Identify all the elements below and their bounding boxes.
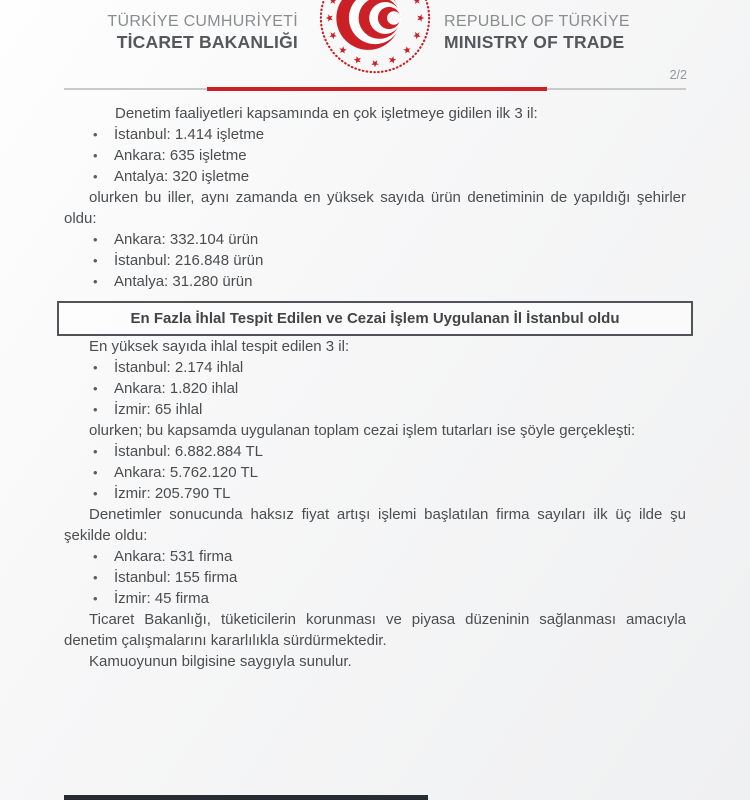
list-penalty-amounts: [64, 441, 686, 504]
list-item: • Ankara: 531 firma: [64, 546, 686, 567]
list-item: • Antalya: 31.280 ürün: [64, 271, 686, 292]
document-body: [64, 103, 686, 672]
list-item: • İzmir: 65 ihlal: [64, 399, 686, 420]
list-item: • İstanbul: 216.848 ürün: [64, 250, 686, 271]
header-title-english: [444, 12, 694, 52]
list-top-cities-businesses: [64, 124, 686, 187]
header-divider: [64, 87, 686, 91]
ministry-name-en: MINISTRY OF TRADE: [444, 32, 625, 52]
paragraph-penalties-intro: olurken; bu kapsamda uygulanan toplam cezai işlem tutarları ise şöyle gerçekleşti:: [89, 422, 636, 439]
list-item: • İzmir: 45 firma: [64, 588, 686, 609]
list-firms: [64, 546, 686, 609]
list-item: • Ankara: 332.104 ürün: [64, 229, 686, 250]
header-title-turkish: [48, 12, 298, 52]
paragraph-top-cities-intro: Denetim faaliyetleri kapsamında en çok işletmeye gidilen ilk 3 il:: [115, 105, 538, 122]
list-product-inspections: [64, 229, 686, 292]
ministry-of-trade-logo-icon: [317, 0, 433, 76]
list-item: • Antalya: 320 işletme: [64, 166, 686, 187]
list-item: • Ankara: 1.820 ihlal: [64, 378, 686, 399]
page-number: 2/2: [669, 68, 687, 82]
paragraph-unfair-price-intro: Denetimler sonucunda haksız fiyat artışı işlemi başlatılan firma sayıları ilk üç ilde şu şekilde oldu:: [64, 506, 686, 544]
divider-red-accent: [207, 87, 547, 91]
footer-bar: [64, 795, 428, 800]
republic-name-tr: TÜRKİYE CUMHURİYETİ: [107, 13, 298, 30]
emblem-svg: [317, 0, 433, 76]
republic-name-en: REPUBLIC OF TÜRKİYE: [444, 13, 630, 30]
section-headline-box: En Fazla İhlal Tespit Edilen ve Cezai İşlem Uygulanan İl İstanbul oldu: [57, 301, 693, 336]
list-item: • İstanbul: 155 firma: [64, 567, 686, 588]
list-item: • İzmir: 205.790 TL: [64, 483, 686, 504]
list-item: • İstanbul: 6.882.884 TL: [64, 441, 686, 462]
paragraph-ministry-commitment: Ticaret Bakanlığı, tüketicilerin korunması ve piyasa düzeninin sağlanması amacıyla denetim çalışmalarını kararlılıkla sürdürmektedir.: [64, 611, 686, 649]
list-violations: [64, 357, 686, 420]
list-item: • Ankara: 635 işletme: [64, 145, 686, 166]
ministry-name-tr: TİCARET BAKANLIĞI: [116, 32, 298, 52]
list-item: • İstanbul: 1.414 işletme: [64, 124, 686, 145]
paragraph-violations-intro: En yüksek sayıda ihlal tespit edilen 3 il:: [89, 338, 350, 355]
list-item: • İstanbul: 2.174 ihlal: [64, 357, 686, 378]
paragraph-product-inspections-intro: olurken bu iller, aynı zamanda en yüksek sayıda ürün denetiminin de yapıldığı şehirler oldu:: [64, 189, 686, 227]
paragraph-closing: Kamuoyunun bilgisine saygıyla sunulur.: [89, 653, 352, 670]
list-item: • Ankara: 5.762.120 TL: [64, 462, 686, 483]
